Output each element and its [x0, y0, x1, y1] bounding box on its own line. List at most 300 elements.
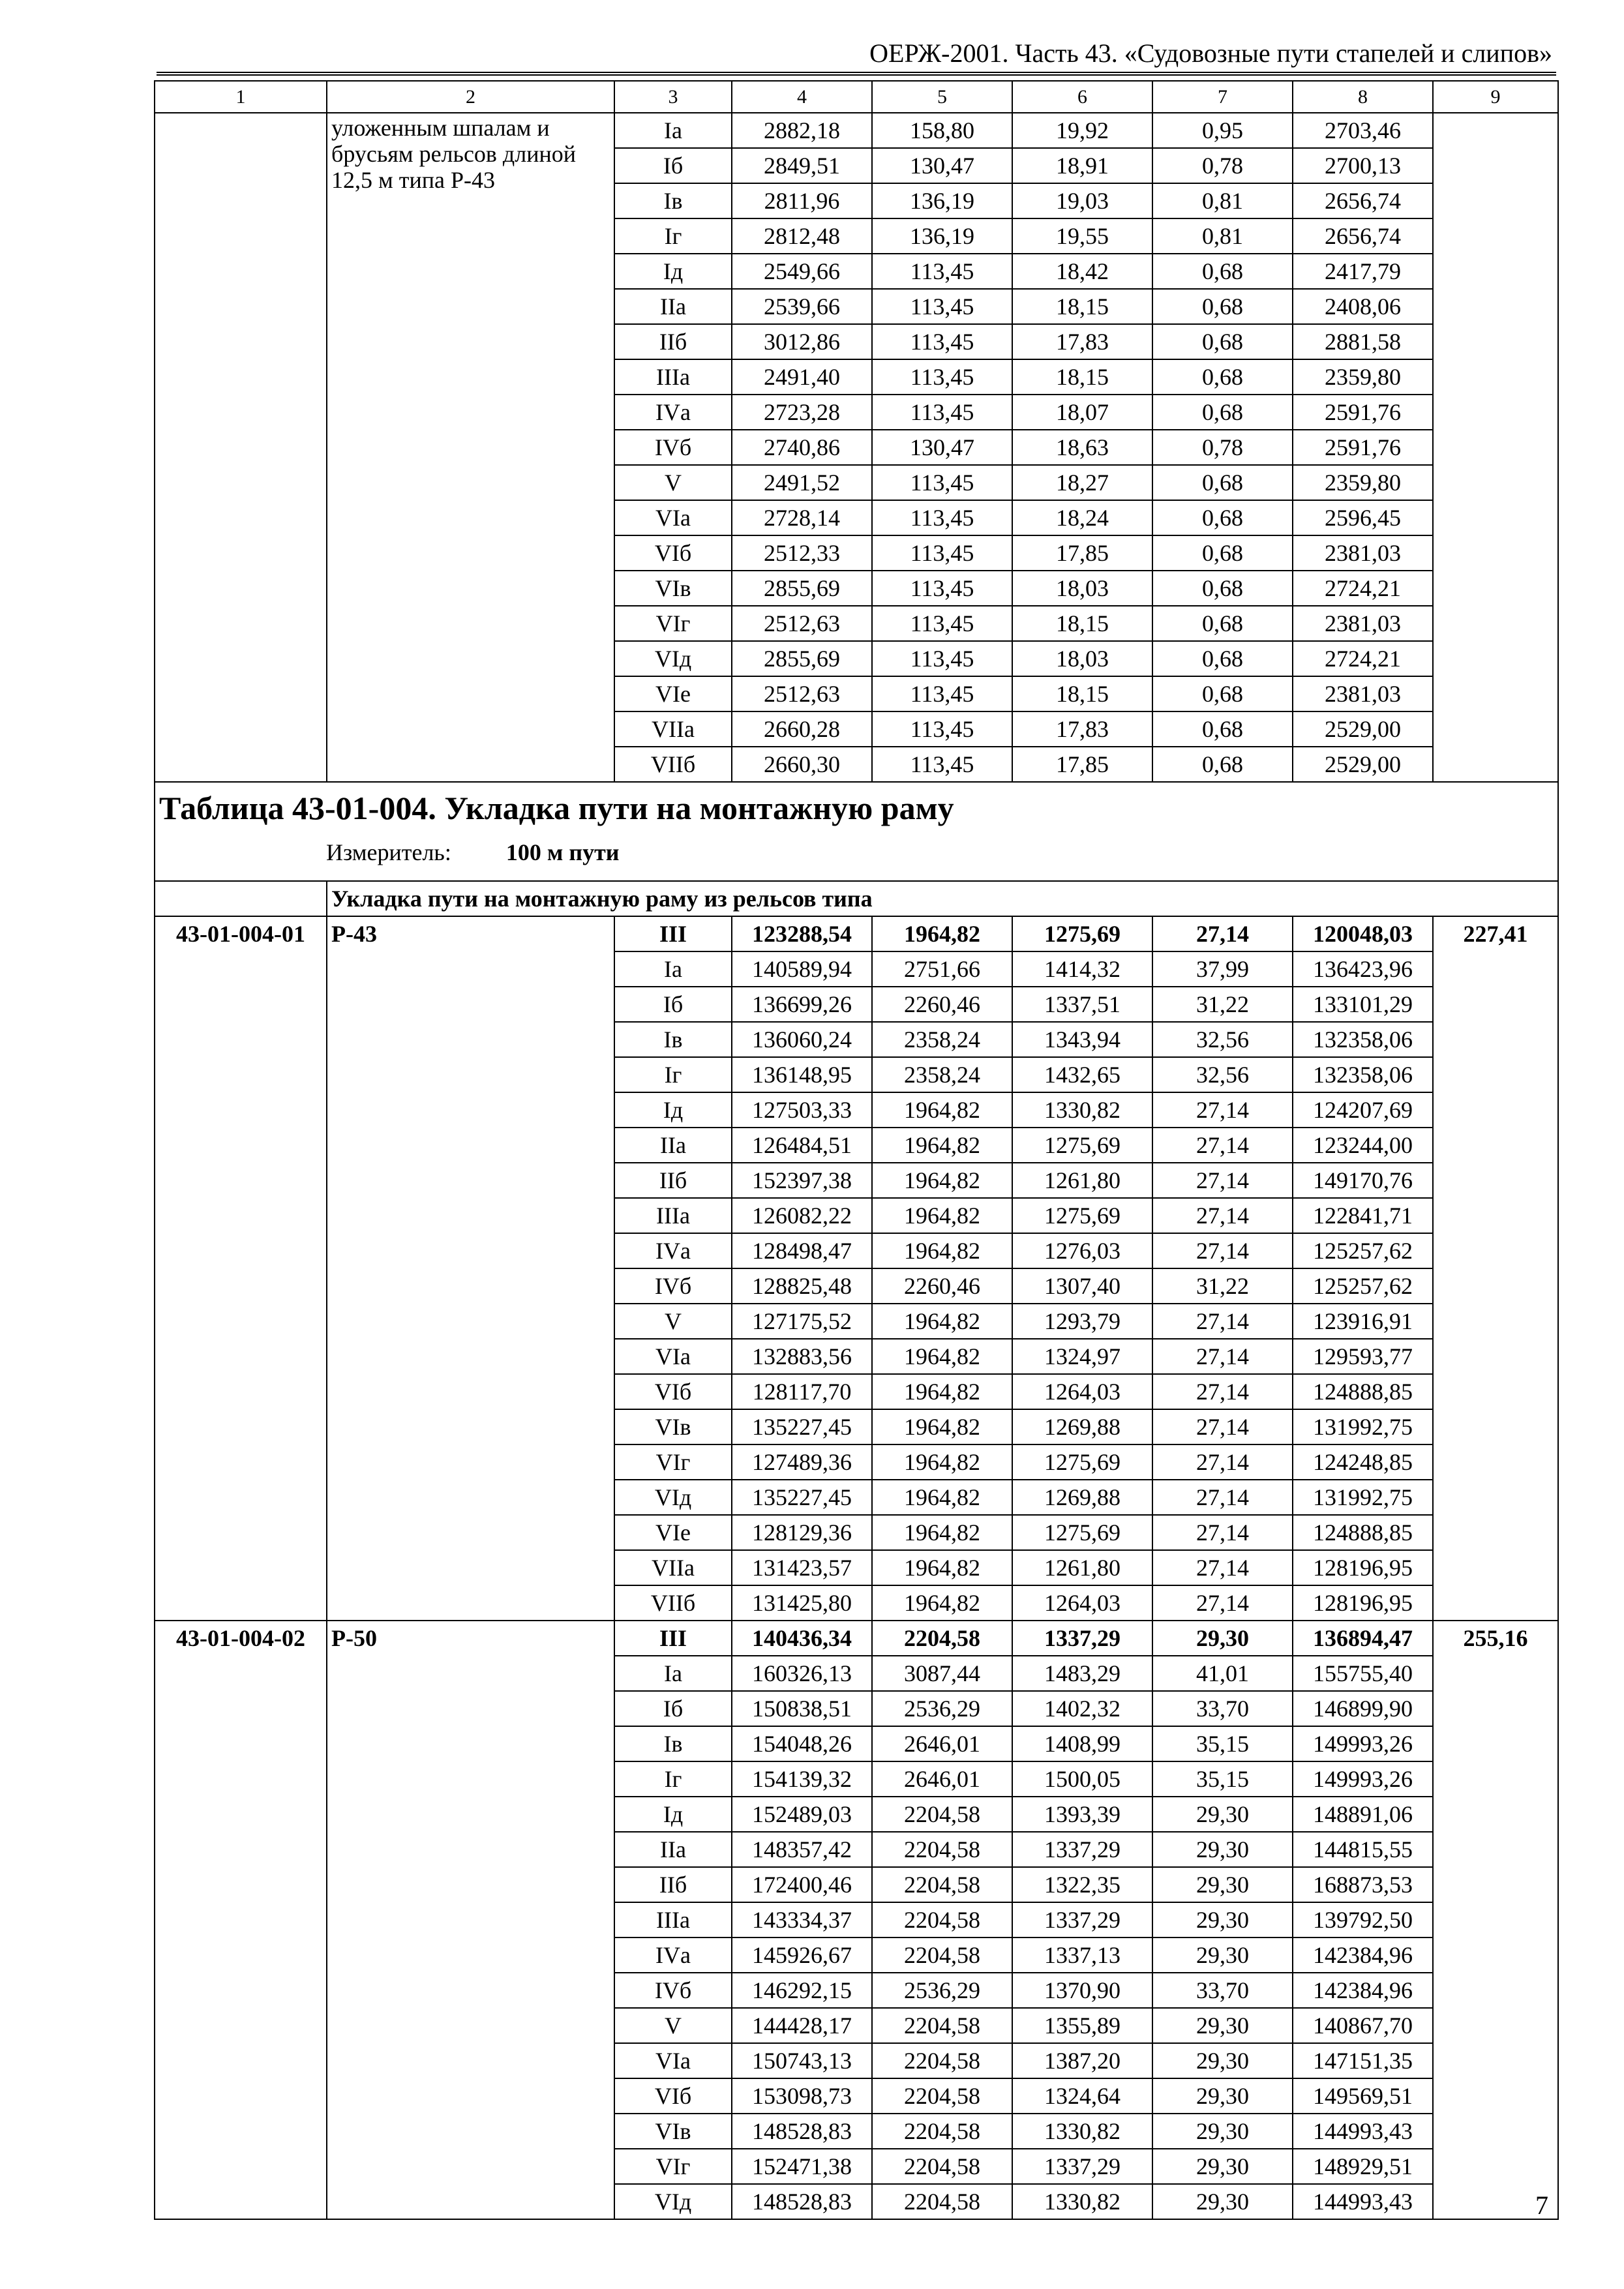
value-cell: 139792,50 — [1293, 1902, 1433, 1937]
column-number: 9 — [1433, 81, 1558, 113]
value-cell: 2204,58 — [872, 1937, 1012, 1973]
value-cell: 1964,82 — [872, 1198, 1012, 1233]
value-cell: 1269,88 — [1012, 1480, 1152, 1515]
value-cell: 154048,26 — [732, 1726, 872, 1761]
value-cell: 18,07 — [1012, 395, 1152, 430]
value-cell: 1964,82 — [872, 1374, 1012, 1409]
value-cell: 1483,29 — [1012, 1656, 1152, 1691]
value-cell: 27,14 — [1152, 1304, 1293, 1339]
value-cell: 0,68 — [1152, 711, 1293, 747]
value-cell: 2204,58 — [872, 1797, 1012, 1832]
zone-cell: Iв — [614, 183, 732, 218]
value-cell: 2204,58 — [872, 1621, 1012, 1656]
zone-cell: Iб — [614, 987, 732, 1022]
value-cell: 0,68 — [1152, 571, 1293, 606]
value-cell: 31,22 — [1152, 1268, 1293, 1304]
value-cell: 152471,38 — [732, 2149, 872, 2184]
value-cell: 29,30 — [1152, 2043, 1293, 2078]
zone-cell: VIа — [614, 1339, 732, 1374]
value-cell: 27,14 — [1152, 1374, 1293, 1409]
zone-cell: IVб — [614, 1973, 732, 2008]
value-cell: 27,14 — [1152, 1444, 1293, 1480]
value-cell: 128498,47 — [732, 1233, 872, 1268]
value-cell: 1964,82 — [872, 1409, 1012, 1444]
value-cell: 1964,82 — [872, 1444, 1012, 1480]
value-cell: 1264,03 — [1012, 1374, 1152, 1409]
value-cell: 127503,33 — [732, 1092, 872, 1128]
value-cell: 2408,06 — [1293, 289, 1433, 324]
zone-cell: IIIа — [614, 359, 732, 395]
value-cell: 1264,03 — [1012, 1585, 1152, 1621]
zone-cell: IVа — [614, 1937, 732, 1973]
value-cell: 126082,22 — [732, 1198, 872, 1233]
value-cell: 2359,80 — [1293, 359, 1433, 395]
zone-cell: IIIа — [614, 1902, 732, 1937]
value-cell: 135227,45 — [732, 1480, 872, 1515]
table-heading-row — [155, 782, 1558, 881]
rate-code: 43-01-004-01 — [155, 916, 327, 1621]
value-cell: 2740,86 — [732, 430, 872, 465]
zone-cell: Iв — [614, 1726, 732, 1761]
value-cell: 124248,85 — [1293, 1444, 1433, 1480]
zone-cell: VIв — [614, 1409, 732, 1444]
value-cell: 0,81 — [1152, 183, 1293, 218]
value-cell: 128196,95 — [1293, 1550, 1433, 1585]
zone-cell: IIа — [614, 1128, 732, 1163]
zone-cell: VIв — [614, 571, 732, 606]
zone-cell: IVб — [614, 430, 732, 465]
value-cell: 1964,82 — [872, 1092, 1012, 1128]
running-header — [157, 34, 1556, 76]
column-number: 2 — [327, 81, 614, 113]
zone-cell: Iг — [614, 1057, 732, 1092]
value-cell: 2724,21 — [1293, 641, 1433, 676]
value-cell: 152397,38 — [732, 1163, 872, 1198]
value-cell: 113,45 — [872, 324, 1012, 359]
col9-value: 255,16 — [1433, 1621, 1558, 2219]
value-cell: 32,56 — [1152, 1022, 1293, 1057]
value-cell: 0,68 — [1152, 641, 1293, 676]
zone-cell: VIIб — [614, 1585, 732, 1621]
value-cell: 1307,40 — [1012, 1268, 1152, 1304]
value-cell: 2359,80 — [1293, 465, 1433, 500]
value-cell: 29,30 — [1152, 1937, 1293, 1973]
value-cell: 1964,82 — [872, 1585, 1012, 1621]
zone-cell: V — [614, 465, 732, 500]
value-cell: 19,55 — [1012, 218, 1152, 254]
value-cell: 0,68 — [1152, 395, 1293, 430]
value-cell: 0,68 — [1152, 606, 1293, 641]
value-cell: 1330,82 — [1012, 2114, 1152, 2149]
value-cell: 113,45 — [872, 747, 1012, 782]
value-cell: 143334,37 — [732, 1902, 872, 1937]
value-cell: 125257,62 — [1293, 1268, 1433, 1304]
value-cell: 124207,69 — [1293, 1092, 1433, 1128]
value-cell: 2591,76 — [1293, 395, 1433, 430]
value-cell: 148891,06 — [1293, 1797, 1433, 1832]
value-cell: 123288,54 — [732, 916, 872, 951]
zone-cell: Iд — [614, 254, 732, 289]
value-cell: 29,30 — [1152, 1902, 1293, 1937]
zone-cell: VIIа — [614, 711, 732, 747]
value-cell: 27,14 — [1152, 916, 1293, 951]
value-cell: 2204,58 — [872, 1867, 1012, 1902]
value-cell: 2656,74 — [1293, 183, 1433, 218]
zone-cell: VIа — [614, 2043, 732, 2078]
value-cell: 136148,95 — [732, 1057, 872, 1092]
zone-cell: VIг — [614, 1444, 732, 1480]
value-cell: 123244,00 — [1293, 1128, 1433, 1163]
value-cell: 0,68 — [1152, 535, 1293, 571]
column-number: 3 — [614, 81, 732, 113]
value-cell: 18,63 — [1012, 430, 1152, 465]
page-number: 7 — [1535, 2191, 1548, 2220]
value-cell: 149993,26 — [1293, 1726, 1433, 1761]
value-cell: 0,95 — [1152, 113, 1293, 148]
value-cell: 2811,96 — [732, 183, 872, 218]
value-cell: 0,68 — [1152, 747, 1293, 782]
value-cell: 125257,62 — [1293, 1233, 1433, 1268]
zone-cell: III — [614, 916, 732, 951]
value-cell: 27,14 — [1152, 1515, 1293, 1550]
column-number: 6 — [1012, 81, 1152, 113]
value-cell: 126484,51 — [732, 1128, 872, 1163]
value-cell: 113,45 — [872, 571, 1012, 606]
value-cell: 2723,28 — [732, 395, 872, 430]
value-cell: 1964,82 — [872, 1233, 1012, 1268]
value-cell: 29,30 — [1152, 2149, 1293, 2184]
value-cell: 136060,24 — [732, 1022, 872, 1057]
value-cell: 33,70 — [1152, 1973, 1293, 2008]
value-cell: 17,83 — [1012, 711, 1152, 747]
table-row — [155, 113, 1558, 148]
value-cell: 1500,05 — [1012, 1761, 1152, 1797]
value-cell: 127489,36 — [732, 1444, 872, 1480]
value-cell: 0,81 — [1152, 218, 1293, 254]
section-row — [155, 881, 1558, 916]
value-cell: 130,47 — [872, 430, 1012, 465]
value-cell: 29,30 — [1152, 1832, 1293, 1867]
zone-cell: IVб — [614, 1268, 732, 1304]
value-cell: 1964,82 — [872, 916, 1012, 951]
value-cell: 2204,58 — [872, 2114, 1012, 2149]
zone-cell: VIд — [614, 1480, 732, 1515]
value-cell: 2529,00 — [1293, 747, 1433, 782]
zone-cell: IVа — [614, 395, 732, 430]
value-cell: 27,14 — [1152, 1233, 1293, 1268]
value-cell: 17,85 — [1012, 747, 1152, 782]
table-row — [155, 1621, 1558, 1656]
value-cell: 2855,69 — [732, 571, 872, 606]
rail-type: Р-50 — [327, 1621, 614, 2219]
value-cell: 1293,79 — [1012, 1304, 1152, 1339]
value-cell: 131992,75 — [1293, 1480, 1433, 1515]
value-cell: 2204,58 — [872, 2008, 1012, 2043]
value-cell: 1261,80 — [1012, 1550, 1152, 1585]
value-cell: 160326,13 — [732, 1656, 872, 1691]
value-cell: 2855,69 — [732, 641, 872, 676]
table-heading — [155, 782, 1558, 881]
zone-cell: IIа — [614, 289, 732, 324]
running-header-title: ОЕРЖ-2001. Часть 43. «Судовозные пути стапелей и слипов» — [869, 38, 1552, 68]
value-cell: 37,99 — [1152, 951, 1293, 987]
value-cell: 1964,82 — [872, 1339, 1012, 1374]
column-number: 7 — [1152, 81, 1293, 113]
zone-cell: Iд — [614, 1797, 732, 1832]
value-cell: 1337,29 — [1012, 1902, 1152, 1937]
value-cell: 2881,58 — [1293, 324, 1433, 359]
zone-cell: Iг — [614, 1761, 732, 1797]
value-cell: 2660,30 — [732, 747, 872, 782]
section-title: Укладка пути на монтажную раму из рельсов типа — [327, 881, 1558, 916]
zone-cell: IVа — [614, 1233, 732, 1268]
value-cell: 1414,32 — [1012, 951, 1152, 987]
value-cell: 144428,17 — [732, 2008, 872, 2043]
zone-cell: Iб — [614, 1691, 732, 1726]
value-cell: 136699,26 — [732, 987, 872, 1022]
value-cell: 136423,96 — [1293, 951, 1433, 987]
value-cell: 147151,35 — [1293, 2043, 1433, 2078]
value-cell: 131423,57 — [732, 1550, 872, 1585]
value-cell: 2381,03 — [1293, 676, 1433, 711]
table-row — [155, 916, 1558, 951]
value-cell: 131425,80 — [732, 1585, 872, 1621]
value-cell: 35,15 — [1152, 1726, 1293, 1761]
value-cell: 149993,26 — [1293, 1761, 1433, 1797]
value-cell: 2549,66 — [732, 254, 872, 289]
value-cell: 144815,55 — [1293, 1832, 1433, 1867]
value-cell: 129593,77 — [1293, 1339, 1433, 1374]
value-cell: 113,45 — [872, 641, 1012, 676]
zone-cell: IIа — [614, 1832, 732, 1867]
value-cell: 132358,06 — [1293, 1022, 1433, 1057]
value-cell: 132358,06 — [1293, 1057, 1433, 1092]
table-title: Таблица 43-01-004. Укладка пути на монтажную раму — [159, 790, 954, 826]
value-cell: 140436,34 — [732, 1621, 872, 1656]
value-cell: 2204,58 — [872, 1832, 1012, 1867]
value-cell: 2204,58 — [872, 1902, 1012, 1937]
zone-cell: VIе — [614, 1515, 732, 1550]
value-cell: 35,15 — [1152, 1761, 1293, 1797]
value-cell: 2417,79 — [1293, 254, 1433, 289]
zone-cell: VIб — [614, 1374, 732, 1409]
value-cell: 0,78 — [1152, 148, 1293, 183]
value-cell: 18,03 — [1012, 571, 1152, 606]
zone-cell: IIб — [614, 324, 732, 359]
work-description: уложенным шпалам и брусьям рельсов длиной 12,5 м типа Р-43 — [327, 113, 614, 782]
value-cell: 113,45 — [872, 500, 1012, 535]
value-cell: 1432,65 — [1012, 1057, 1152, 1092]
zone-cell: VIг — [614, 606, 732, 641]
column-number: 4 — [732, 81, 872, 113]
value-cell: 1964,82 — [872, 1480, 1012, 1515]
value-cell: 1387,20 — [1012, 2043, 1152, 2078]
zone-cell: III — [614, 1621, 732, 1656]
value-cell: 18,27 — [1012, 465, 1152, 500]
value-cell: 145926,67 — [732, 1937, 872, 1973]
value-cell: 32,56 — [1152, 1057, 1293, 1092]
value-cell: 2204,58 — [872, 2149, 1012, 2184]
value-cell: 1343,94 — [1012, 1022, 1152, 1057]
value-cell: 113,45 — [872, 535, 1012, 571]
value-cell: 136,19 — [872, 183, 1012, 218]
value-cell: 1408,99 — [1012, 1726, 1152, 1761]
value-cell: 136,19 — [872, 218, 1012, 254]
value-cell: 2260,46 — [872, 1268, 1012, 1304]
value-cell: 148929,51 — [1293, 2149, 1433, 2184]
rail-type: Р-43 — [327, 916, 614, 1621]
section-blank — [155, 881, 327, 916]
col9-value: 227,41 — [1433, 916, 1558, 1621]
value-cell: 0,68 — [1152, 289, 1293, 324]
value-cell: 2700,13 — [1293, 148, 1433, 183]
zone-cell: VIб — [614, 2078, 732, 2114]
value-cell: 2882,18 — [732, 113, 872, 148]
value-cell: 113,45 — [872, 359, 1012, 395]
value-cell: 2646,01 — [872, 1761, 1012, 1797]
value-cell: 142384,96 — [1293, 1973, 1433, 2008]
zone-cell: VIд — [614, 641, 732, 676]
value-cell: 1275,69 — [1012, 1198, 1152, 1233]
value-cell: 2812,48 — [732, 218, 872, 254]
value-cell: 2204,58 — [872, 2078, 1012, 2114]
value-cell: 18,03 — [1012, 641, 1152, 676]
zone-cell: VIIа — [614, 1550, 732, 1585]
value-cell: 1276,03 — [1012, 1233, 1152, 1268]
value-cell: 29,30 — [1152, 1797, 1293, 1832]
column-number: 8 — [1293, 81, 1433, 113]
value-cell: 27,14 — [1152, 1092, 1293, 1128]
value-cell: 2751,66 — [872, 951, 1012, 987]
value-cell: 2358,24 — [872, 1022, 1012, 1057]
zone-cell: Iг — [614, 218, 732, 254]
value-cell: 1261,80 — [1012, 1163, 1152, 1198]
value-cell: 144993,43 — [1293, 2114, 1433, 2149]
value-cell: 128196,95 — [1293, 1585, 1433, 1621]
value-cell: 158,80 — [872, 113, 1012, 148]
value-cell: 132883,56 — [732, 1339, 872, 1374]
estimate-table-body — [155, 81, 1558, 2219]
value-cell: 0,78 — [1152, 430, 1293, 465]
value-cell: 18,15 — [1012, 359, 1152, 395]
value-cell: 120048,03 — [1293, 916, 1433, 951]
value-cell: 1322,35 — [1012, 1867, 1152, 1902]
value-cell: 113,45 — [872, 676, 1012, 711]
value-cell: 128129,36 — [732, 1515, 872, 1550]
zone-cell: IIIа — [614, 1198, 732, 1233]
value-cell: 142384,96 — [1293, 1937, 1433, 1973]
value-cell: 113,45 — [872, 289, 1012, 324]
value-cell: 136894,47 — [1293, 1621, 1433, 1656]
value-cell: 19,03 — [1012, 183, 1152, 218]
value-cell: 2539,66 — [732, 289, 872, 324]
value-cell: 2724,21 — [1293, 571, 1433, 606]
value-cell: 172400,46 — [732, 1867, 872, 1902]
value-cell: 1275,69 — [1012, 1515, 1152, 1550]
value-cell: 128117,70 — [732, 1374, 872, 1409]
value-cell: 2381,03 — [1293, 606, 1433, 641]
zone-cell: VIд — [614, 2184, 732, 2219]
value-cell: 2512,63 — [732, 676, 872, 711]
value-cell: 149170,76 — [1293, 1163, 1433, 1198]
value-cell: 27,14 — [1152, 1128, 1293, 1163]
value-cell: 148528,83 — [732, 2114, 872, 2149]
value-cell: 1275,69 — [1012, 916, 1152, 951]
zone-cell: Iв — [614, 1022, 732, 1057]
value-cell: 27,14 — [1152, 1339, 1293, 1374]
value-cell: 146292,15 — [732, 1973, 872, 2008]
value-cell: 2491,40 — [732, 359, 872, 395]
value-cell: 124888,85 — [1293, 1515, 1433, 1550]
value-cell: 18,42 — [1012, 254, 1152, 289]
value-cell: 1269,88 — [1012, 1409, 1152, 1444]
value-cell: 27,14 — [1152, 1550, 1293, 1585]
value-cell: 144993,43 — [1293, 2184, 1433, 2219]
zone-cell: V — [614, 1304, 732, 1339]
value-cell: 130,47 — [872, 148, 1012, 183]
value-cell: 1337,29 — [1012, 2149, 1152, 2184]
value-cell: 0,68 — [1152, 359, 1293, 395]
value-cell: 0,68 — [1152, 324, 1293, 359]
value-cell: 31,22 — [1152, 987, 1293, 1022]
value-cell: 17,83 — [1012, 324, 1152, 359]
rate-code: 43-01-004-02 — [155, 1621, 327, 2219]
zone-cell: VIа — [614, 500, 732, 535]
value-cell: 2260,46 — [872, 987, 1012, 1022]
value-cell: 2656,74 — [1293, 218, 1433, 254]
value-cell: 2204,58 — [872, 2184, 1012, 2219]
value-cell: 1337,13 — [1012, 1937, 1152, 1973]
measure-label: Измеритель: — [326, 839, 451, 865]
value-cell: 27,14 — [1152, 1163, 1293, 1198]
value-cell: 1337,29 — [1012, 1832, 1152, 1867]
value-cell: 1370,90 — [1012, 1973, 1152, 2008]
value-cell: 29,30 — [1152, 2078, 1293, 2114]
value-cell: 127175,52 — [732, 1304, 872, 1339]
value-cell: 2512,33 — [732, 535, 872, 571]
value-cell: 2204,58 — [872, 2043, 1012, 2078]
estimate-table — [154, 80, 1559, 2220]
value-cell: 168873,53 — [1293, 1867, 1433, 1902]
value-cell: 1402,32 — [1012, 1691, 1152, 1726]
zone-cell: Iа — [614, 951, 732, 987]
value-cell: 140589,94 — [732, 951, 872, 987]
value-cell: 27,14 — [1152, 1480, 1293, 1515]
value-cell: 1964,82 — [872, 1515, 1012, 1550]
value-cell: 2660,28 — [732, 711, 872, 747]
zone-cell: Iб — [614, 148, 732, 183]
value-cell: 113,45 — [872, 465, 1012, 500]
value-cell: 18,15 — [1012, 676, 1152, 711]
value-cell: 27,14 — [1152, 1409, 1293, 1444]
value-cell: 29,30 — [1152, 2184, 1293, 2219]
value-cell: 2529,00 — [1293, 711, 1433, 747]
code-cell — [155, 113, 327, 782]
value-cell: 1964,82 — [872, 1304, 1012, 1339]
zone-cell: V — [614, 2008, 732, 2043]
value-cell: 128825,48 — [732, 1268, 872, 1304]
value-cell: 29,30 — [1152, 1621, 1293, 1656]
zone-cell: IIб — [614, 1867, 732, 1902]
column-number: 5 — [872, 81, 1012, 113]
value-cell: 1275,69 — [1012, 1444, 1152, 1480]
value-cell: 1330,82 — [1012, 1092, 1152, 1128]
value-cell: 3012,86 — [732, 324, 872, 359]
measure-line — [159, 839, 1557, 866]
value-cell: 113,45 — [872, 711, 1012, 747]
value-cell: 29,30 — [1152, 2114, 1293, 2149]
value-cell: 1337,51 — [1012, 987, 1152, 1022]
